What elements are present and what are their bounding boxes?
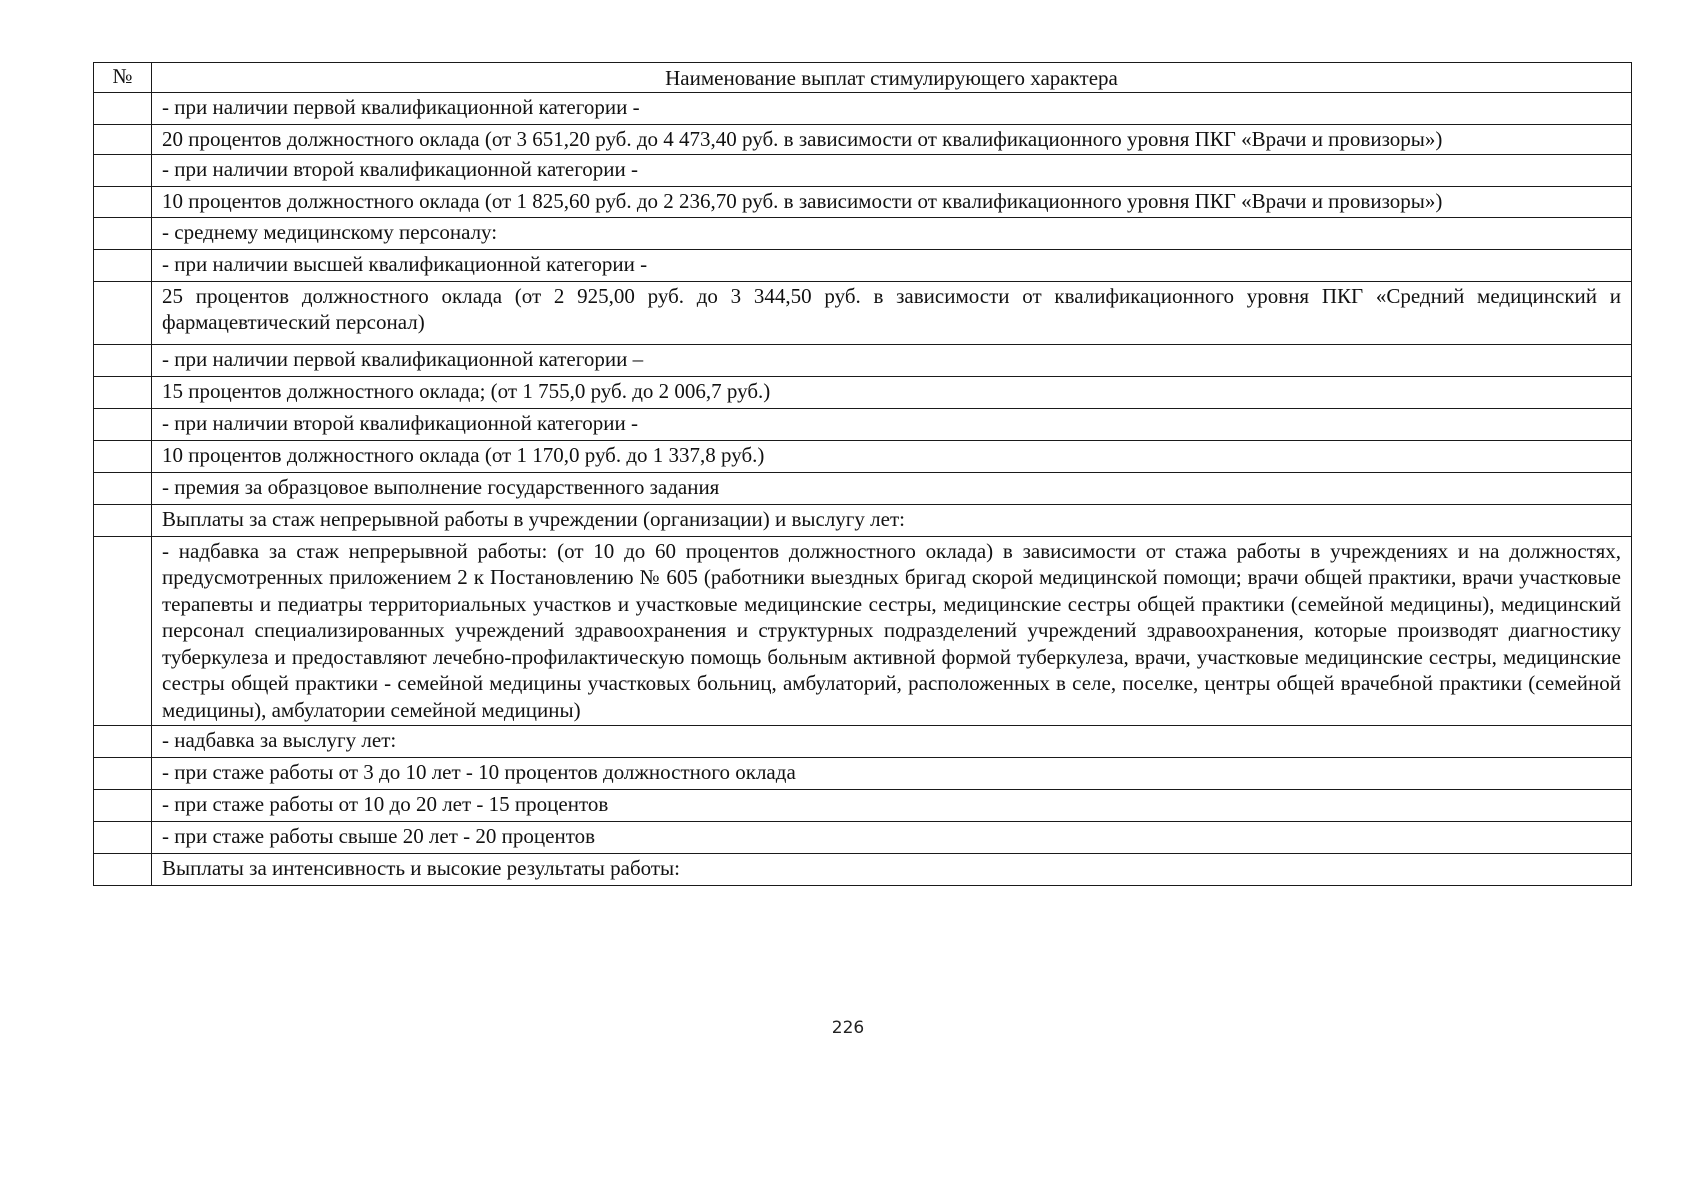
row-text-cell: - надбавка за выслугу лет: (152, 726, 1632, 758)
header-name-cell: Наименование выплат стимулирующего характера (152, 63, 1632, 93)
row-number-cell (94, 472, 152, 504)
row-number-cell (94, 376, 152, 408)
table-row (94, 726, 1632, 758)
row-text-cell: - надбавка за стаж непрерывной работы: (от 10 до 60 процентов должностного оклада) в зависимости от стажа работы в учреждениях и на должностях, предусмотренных приложением 2 к Постановлению № 605 (работники выездных бригад скорой медицинской помощи; врачи общей практики, врачи участковые терапевты и педиатры территориальных участков и участковые медицинские сестры, медицинские сестры общей практики (семейной медицины), медицинский персонал специализированных учреждений здравоохранения и структурных подразделений учреждений здравоохранения, которые производят диагностику туберкулеза и предоставляют лечебно-профилактическую помощь больным активной формой туберкулеза, врачи, участковые медицинские сестры, медицинские сестры общей практики - семейной медицины участковых больниц, амбулаторий, расположенных в селе, поселке, центры общей врачебной практики (семейной медицины), амбулатории семейной медицины) (152, 536, 1632, 726)
table-row (94, 440, 1632, 472)
row-number-cell (94, 92, 152, 124)
row-number-cell (94, 790, 152, 822)
table-row (94, 536, 1632, 726)
table-row (94, 822, 1632, 854)
row-number-cell (94, 408, 152, 440)
row-number-cell (94, 726, 152, 758)
table-row (94, 854, 1632, 886)
row-text-cell: - при наличии высшей квалификационной категории - (152, 249, 1632, 281)
row-number-cell (94, 504, 152, 536)
row-text-cell: - при наличии первой квалификационной категории – (152, 344, 1632, 376)
row-text-cell: 10 процентов должностного оклада (от 1 170,0 руб. до 1 337,8 руб.) (152, 440, 1632, 472)
table-row (94, 217, 1632, 249)
table-row (94, 790, 1632, 822)
table-row (94, 92, 1632, 124)
payments-table (93, 62, 1632, 886)
table-row (94, 249, 1632, 281)
row-number-cell (94, 758, 152, 790)
table-row (94, 758, 1632, 790)
row-number-cell (94, 344, 152, 376)
table-row (94, 504, 1632, 536)
row-number-cell (94, 440, 152, 472)
table-row (94, 376, 1632, 408)
row-text-cell: Выплаты за интенсивность и высокие результаты работы: (152, 854, 1632, 886)
row-number-cell (94, 854, 152, 886)
table-row (94, 472, 1632, 504)
table-row (94, 344, 1632, 376)
row-text-cell: 15 процентов должностного оклада; (от 1 755,0 руб. до 2 006,7 руб.) (152, 376, 1632, 408)
header-number-cell: № (94, 63, 152, 93)
row-number-cell (94, 217, 152, 249)
row-text-cell: - при стаже работы от 10 до 20 лет - 15 процентов (152, 790, 1632, 822)
row-number-cell (94, 281, 152, 344)
row-text-cell: 20 процентов должностного оклада (от 3 651,20 руб. до 4 473,40 руб. в зависимости от квалификационного уровня ПКГ «Врачи и провизоры») (152, 124, 1632, 155)
row-text-cell: 10 процентов должностного оклада (от 1 825,60 руб. до 2 236,70 руб. в зависимости от квалификационного уровня ПКГ «Врачи и провизоры») (152, 187, 1632, 218)
page-number: 226 (831, 1018, 865, 1038)
row-number-cell (94, 536, 152, 726)
table-row (94, 187, 1632, 218)
row-text-cell: - при наличии второй квалификационной категории - (152, 408, 1632, 440)
row-number-cell (94, 822, 152, 854)
table-row (94, 124, 1632, 155)
row-text-cell: Выплаты за стаж непрерывной работы в учреждении (организации) и выслугу лет: (152, 504, 1632, 536)
row-text-cell: 25 процентов должностного оклада (от 2 925,00 руб. до 3 344,50 руб. в зависимости от квалификационного уровня ПКГ «Средний медицинский и фармацевтический персонал) (152, 281, 1632, 344)
row-number-cell (94, 155, 152, 187)
table-header-row (94, 63, 1632, 93)
row-text-cell: - среднему медицинскому персоналу: (152, 217, 1632, 249)
row-number-cell (94, 124, 152, 155)
table-row (94, 155, 1632, 187)
row-number-cell (94, 187, 152, 218)
row-text-cell: - при стаже работы свыше 20 лет - 20 процентов (152, 822, 1632, 854)
row-text-cell: - при наличии второй квалификационной категории - (152, 155, 1632, 187)
row-text-cell: - при наличии первой квалификационной категории - (152, 92, 1632, 124)
row-text-cell: - премия за образцовое выполнение государственного задания (152, 472, 1632, 504)
table-row (94, 408, 1632, 440)
table-row (94, 281, 1632, 344)
row-text-cell: - при стаже работы от 3 до 10 лет - 10 процентов должностного оклада (152, 758, 1632, 790)
row-number-cell (94, 249, 152, 281)
